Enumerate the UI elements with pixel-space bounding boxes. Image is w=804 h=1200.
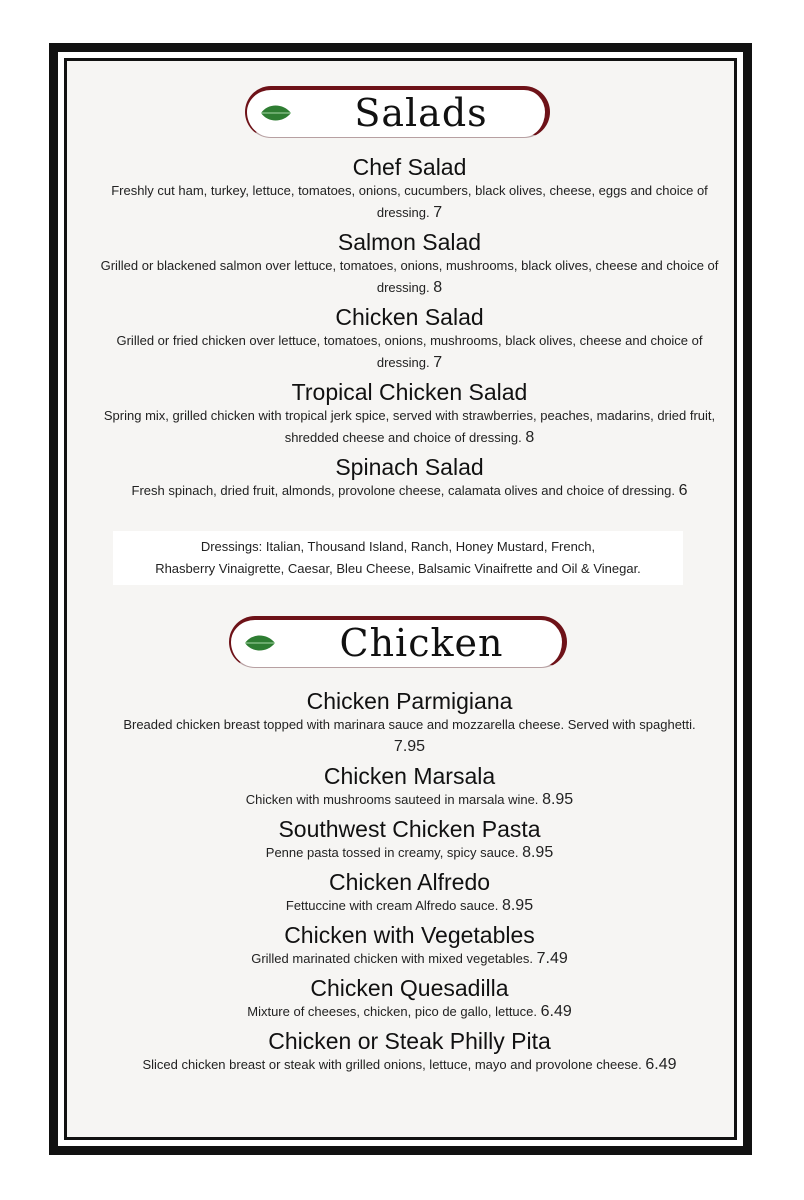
item-price: 8.95 bbox=[542, 791, 574, 808]
menu-item bbox=[67, 922, 752, 970]
salads-section-title: Salads bbox=[354, 91, 488, 135]
item-description: Spring mix, grilled chicken with tropical jerk spice, served with strawberries, peaches, madarins, dried fruit, shredded cheese and choice of dressing. 8 bbox=[103, 408, 716, 446]
item-price: 8 bbox=[433, 279, 443, 296]
item-price: 7.95 bbox=[393, 738, 426, 755]
item-name: Chicken Salad bbox=[335, 304, 484, 330]
item-price: 7 bbox=[433, 204, 443, 221]
dressings-box bbox=[113, 531, 683, 585]
item-price: 7 bbox=[433, 354, 443, 371]
leaf-icon bbox=[243, 632, 277, 654]
chicken-banner bbox=[229, 616, 567, 668]
item-name: Tropical Chicken Salad bbox=[291, 379, 528, 405]
chicken-list bbox=[67, 688, 752, 1076]
menu-item bbox=[67, 229, 752, 299]
item-description: Grilled or fried chicken over lettuce, tomatoes, onions, mushrooms, black olives, cheese and choice of dressing. 7 bbox=[116, 333, 703, 371]
salads-list bbox=[67, 154, 752, 502]
menu-item bbox=[67, 454, 752, 502]
item-name: Chicken Marsala bbox=[323, 763, 496, 789]
item-name: Chicken Quesadilla bbox=[310, 975, 509, 1001]
item-description: Fresh spinach, dried fruit, almonds, provolone cheese, calamata olives and choice of dressing. 6 bbox=[131, 482, 688, 499]
item-name: Chef Salad bbox=[352, 154, 467, 180]
item-name: Spinach Salad bbox=[335, 454, 484, 480]
menu-item bbox=[67, 154, 752, 224]
item-description: Grilled or blackened salmon over lettuce, tomatoes, onions, mushrooms, black olives, cheese and choice of dressing. 8 bbox=[100, 258, 719, 296]
item-name: Chicken Alfredo bbox=[328, 869, 491, 895]
item-description: Freshly cut ham, turkey, lettuce, tomatoes, onions, cucumbers, black olives, cheese, eggs and choice of dressing. 7 bbox=[111, 183, 708, 221]
item-description: Mixture of cheeses, chicken, pico de gallo, lettuce. 6.49 bbox=[247, 1003, 572, 1020]
item-price: 8.95 bbox=[501, 897, 534, 914]
item-price: 6 bbox=[678, 482, 688, 499]
dressings-line-2: Rhasberry Vinaigrette, Caesar, Bleu Cheese, Balsamic Vinaifrette and Oil & Vinegar. bbox=[155, 561, 641, 576]
menu-item bbox=[67, 869, 752, 917]
menu-frame bbox=[49, 43, 752, 1155]
item-price: 8.95 bbox=[522, 844, 554, 861]
item-price: 6.49 bbox=[540, 1003, 572, 1020]
item-description: Breaded chicken breast topped with marinara sauce and mozzarella cheese. Served with spaghetti. 7.95 bbox=[123, 717, 696, 755]
dressings-line-1: Dressings: Italian, Thousand Island, Ranch, Honey Mustard, French, bbox=[200, 539, 596, 554]
item-description: Sliced chicken breast or steak with grilled onions, lettuce, mayo and provolone cheese. 6.49 bbox=[142, 1056, 677, 1073]
item-name: Chicken with Vegetables bbox=[284, 922, 535, 948]
item-description: Chicken with mushrooms sauteed in marsala wine. 8.95 bbox=[245, 791, 574, 808]
item-price: 6.49 bbox=[645, 1056, 677, 1073]
item-description: Grilled marinated chicken with mixed vegetables. 7.49 bbox=[251, 950, 568, 967]
menu-frame-gap bbox=[58, 52, 743, 1146]
menu-item bbox=[67, 975, 752, 1023]
chicken-section-title: Chicken bbox=[339, 621, 504, 665]
menu-item bbox=[67, 1028, 752, 1076]
menu-item bbox=[67, 763, 752, 811]
item-name: Salmon Salad bbox=[337, 229, 482, 255]
item-name: Southwest Chicken Pasta bbox=[278, 816, 541, 842]
menu-item bbox=[67, 304, 752, 374]
leaf-icon bbox=[259, 102, 293, 124]
item-name: Chicken or Steak Philly Pita bbox=[268, 1028, 551, 1054]
menu-item bbox=[67, 379, 752, 449]
menu-page bbox=[64, 58, 737, 1140]
item-price: 8 bbox=[525, 429, 535, 446]
item-name: Chicken Parmigiana bbox=[306, 688, 513, 714]
item-description: Fettuccine with cream Alfredo sauce. 8.95 bbox=[285, 897, 534, 914]
item-description: Penne pasta tossed in creamy, spicy sauce. 8.95 bbox=[265, 844, 554, 861]
salads-banner bbox=[245, 86, 550, 138]
menu-item bbox=[67, 688, 752, 758]
menu-item bbox=[67, 816, 752, 864]
item-price: 7.49 bbox=[536, 950, 568, 967]
